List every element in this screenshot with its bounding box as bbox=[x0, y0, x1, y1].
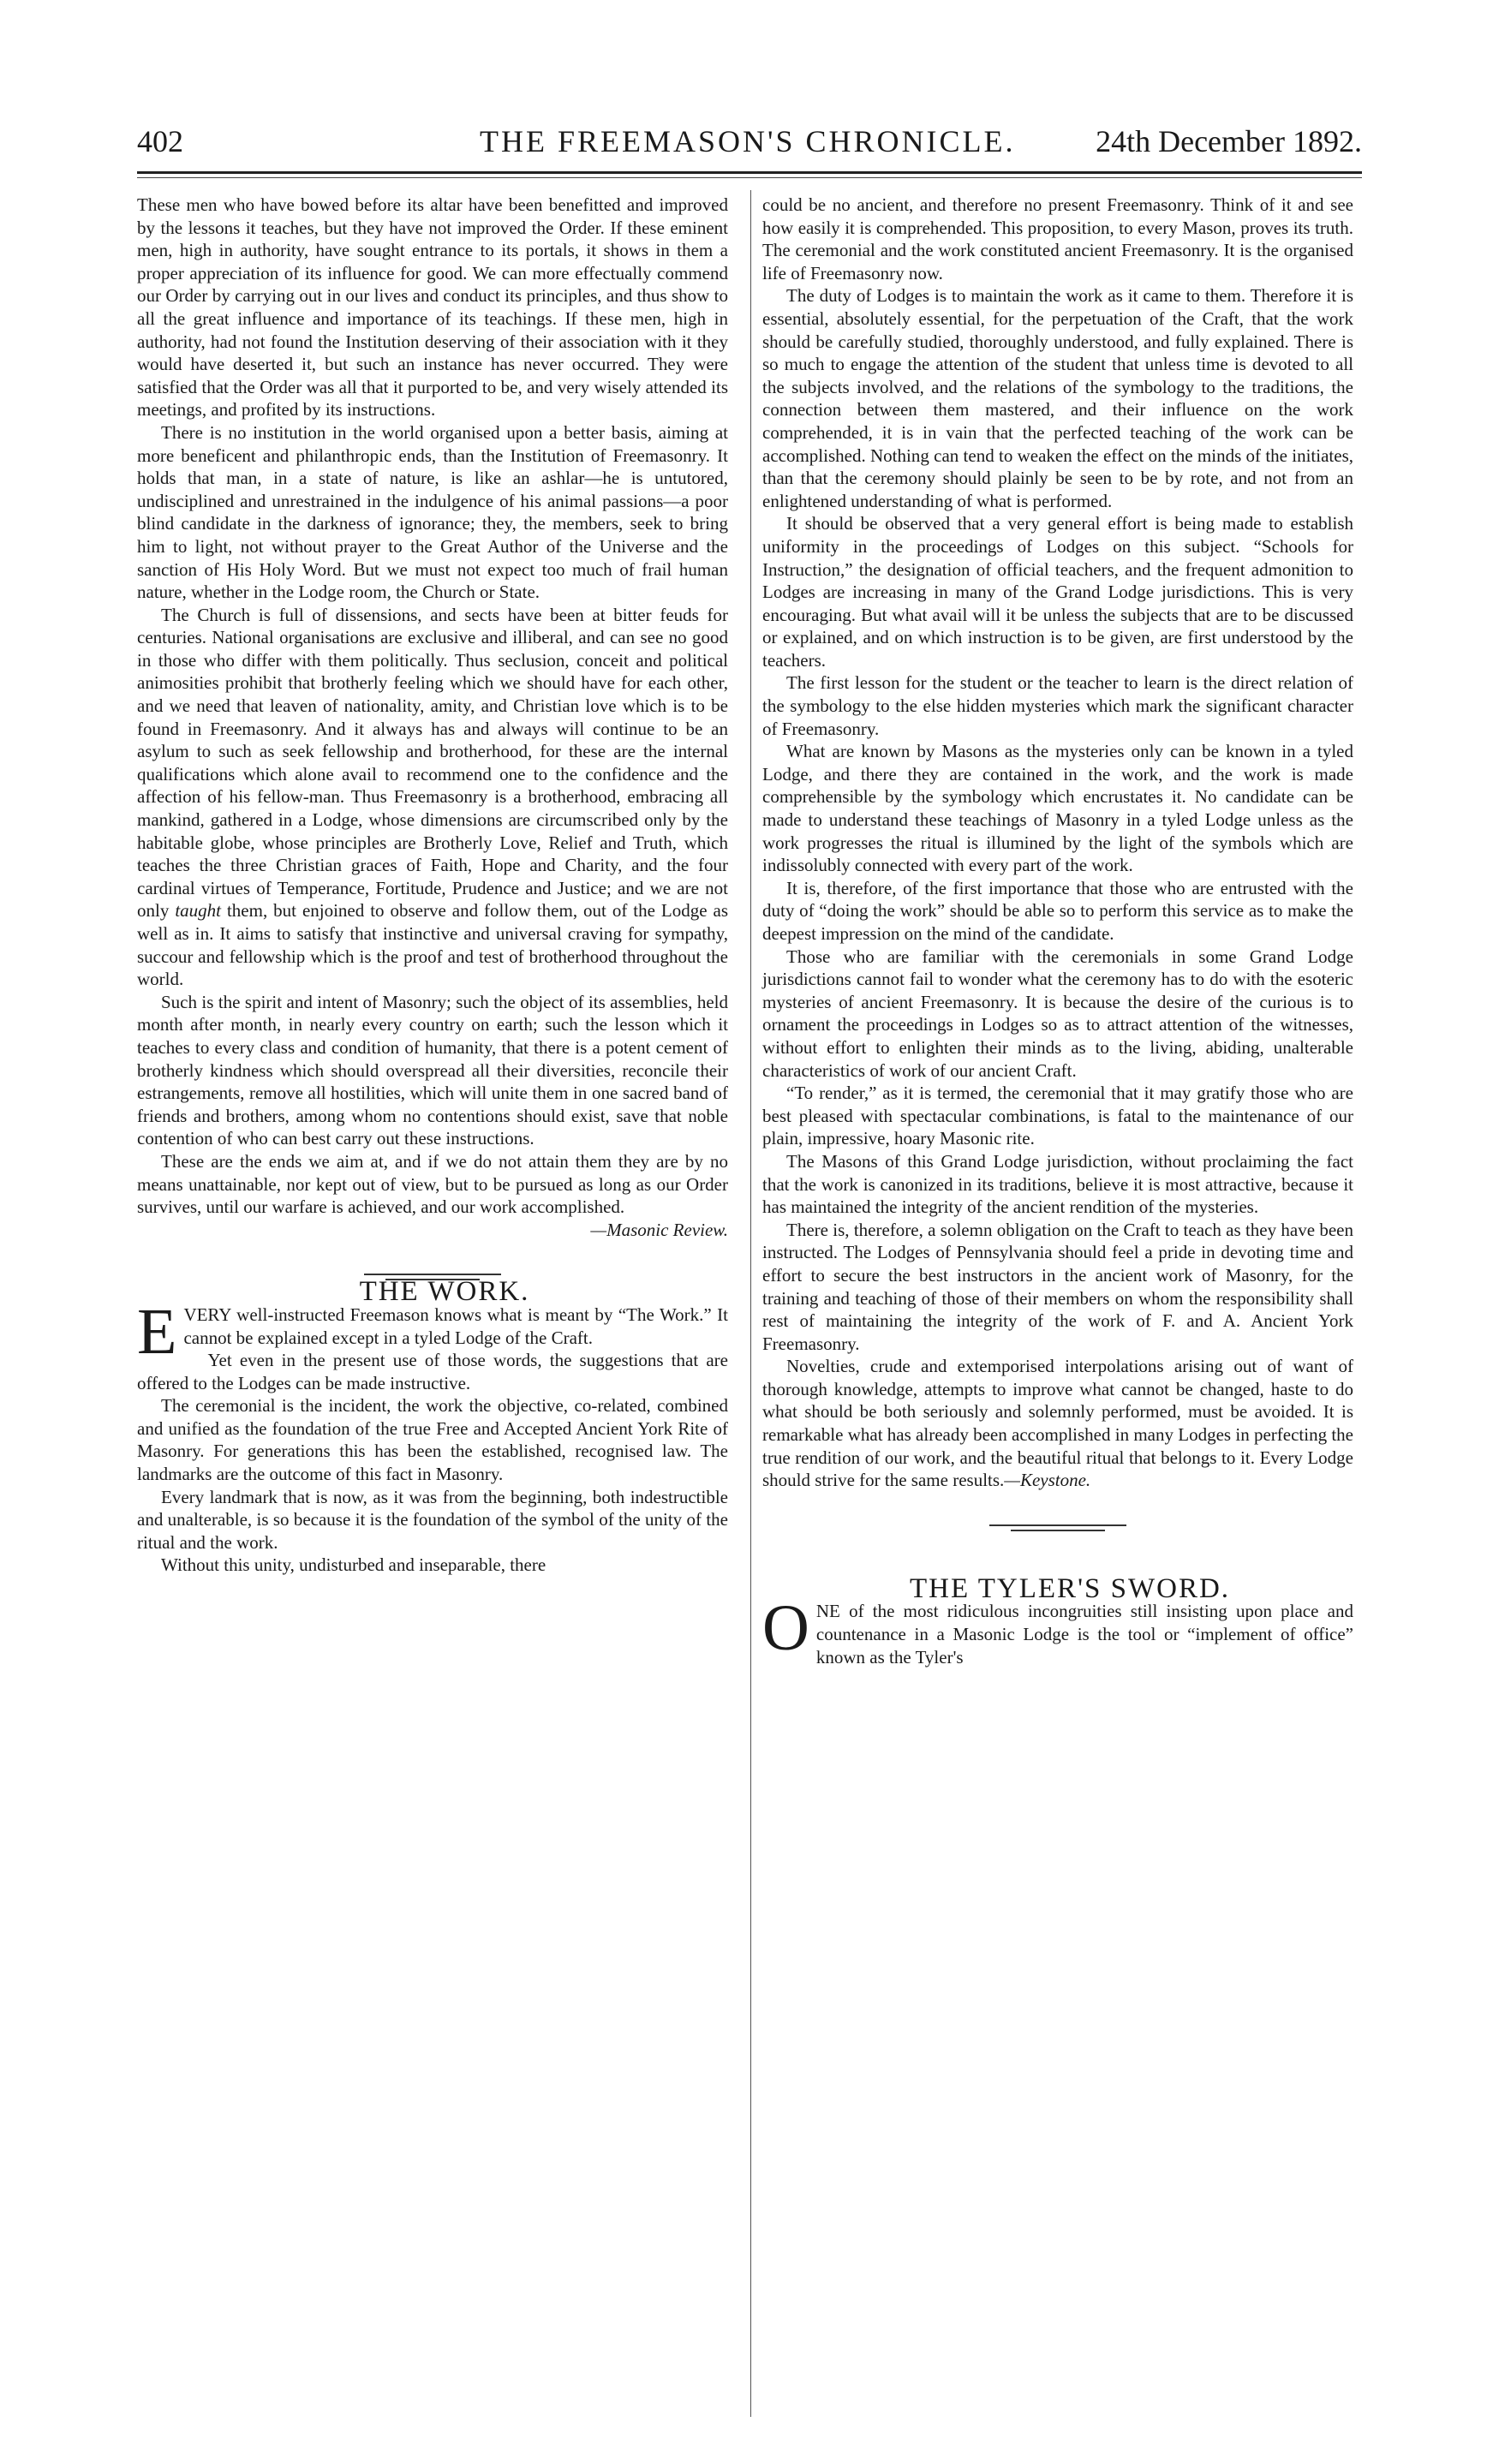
article-paragraph: It is, therefore, of the first importance that those who are entrusted with the duty of “doing the work” should be able so to perform this service as to make the deepest impression on the mind of the candidate. bbox=[762, 877, 1353, 944]
section-separator bbox=[1011, 1530, 1105, 1531]
article-paragraph: There is, therefore, a solemn obligation on the Craft to teach as they have been instructed. The Lodges of Pennsylvania should feel a pride in devoting time and effort to secure the best instructors in the ancient work of Masonry, for the training and teaching of those of their members on whom the responsibility shall rest of maintaining the integrity of the work of F. and A. Ancient York Freemasonry. bbox=[762, 1219, 1353, 1354]
article-paragraph: What are known by Masons as the mysteries only can be known in a tyled Lodge, and there they are contained in the work, and the work is made comprehensible by the symbology which encrustates it. No candidate can be made to understand these teachings of Masonry in a tyled Lodge unless as the work progresses the ritual is illumined by the light of the symbols which are indissolubly connected with every part of the work. bbox=[762, 741, 1353, 876]
article-paragraph: It should be observed that a very general effort is being made to establish uniformity in the proceedings of Lodges on this subject. “Schools for Instruction,” the designation of official teachers, and the frequent admonition to Lodges are increasing in many of the Grand Lodge jurisdictions. This is very encouraging. But what avail will it be unless the subjects that are to be discussed or explained, and on which instruction is to be given, are first understood by the teachers. bbox=[762, 513, 1353, 671]
section-separator bbox=[989, 1524, 1126, 1526]
issue-date: 24th December 1892. bbox=[1096, 124, 1362, 158]
article-paragraph: Yet even in the present use of those words, the suggestions that are offered to the Lodges can be made instructive. bbox=[137, 1350, 728, 1393]
article-paragraph: ONE of the most ridiculous incongruities still insisting upon place and countenance in a Masonic Lodge is the tool or “implement of office” known as the Tyler's bbox=[762, 1592, 1353, 1668]
article-paragraph: The Church is full of dissensions, and sects have been at bitter feuds for centuries. National organisations are exclusive and illiberal, and can see no good in those who differ with them politically. Thus seclusion, conceit and political animosities prohibit that brotherly feeling which we should have for each other, and we need that leaven of nationality, amity, and Christian love which is to be found in Freemasonry. And it always has and always will continue to be an asylum to such as seek fellowship and brotherhood, for these are the internal qualifications which alone avail to recommend one to the confidence and the affection of his fellow-man. Thus Freemasonry is a brotherhood, embracing all mankind, gathered in a Lodge, whose dimensions are circumscribed only by the habitable globe, whose principles are Brotherly Love, Relief and Truth, which teaches the three Christian graces of Faith, Hope and Charity, and the four cardinal virtues of Temperance, Fortitude, Prudence and Justice; and we are not only taught them, but enjoined to observe and follow them, out of the Lodge as well as in. It aims to satisfy that instinctive and universal craving for sympathy, succour and fellowship which is the proof and test of brotherhood throughout the world. bbox=[137, 604, 729, 990]
article-paragraph: These are the ends we aim at, and if we do not attain them they are by no means unattainable, nor kept out of view, but to be pursued as long as our Order survives, until our warfare is achieved, and our work accomplished. bbox=[137, 1150, 728, 1218]
article-paragraph: The ceremonial is the incident, the work the objective, co-related, combined and unified as the foundation of the true Free and Accepted Ancient York Rite of Masonry. For generations this has been the established, recognised law. The landmarks are the outcome of this fact in Masonry. bbox=[137, 1395, 728, 1485]
article-source: —Keystone. bbox=[1004, 1470, 1091, 1491]
section-separator bbox=[364, 1274, 501, 1275]
right-column bbox=[762, 194, 1353, 1668]
article-paragraph: The Masons of this Grand Lodge jurisdiction, without proclaiming the fact that the work is canonized in its traditions, believe it is most attractive, because it has maintained the integrity of the ancient rendition of the mysteries. bbox=[762, 1150, 1353, 1218]
article-paragraph: The duty of Lodges is to maintain the work as it came to them. Therefore it is essential, absolutely essential, for the perpetuation of the Craft, that the work should be carefully studied, thoroughly understood, and fully explained. There is so much to engage the attention of the student that unless time is devoted to all the subjects involved, and the relations of the symbology to the traditions, the connection between them mastered, and their influence on the work comprehended, it is in vain that the perfected teaching of the work can be accomplished. Nothing can tend to weaken the effect on the minds of the initiates, than that the ceremony should plainly be seen to be by rote, and not from an enlightened understanding of what is performed. bbox=[762, 285, 1353, 511]
section-title-tylers-sword: THE TYLER'S SWORD. bbox=[909, 1572, 1231, 1604]
article-paragraph: These men who have bowed before its altar have been benefitted and improved by the lessons it teaches, but they have not improved the Order. If these eminent men, high in authority, have sought entrance to its portals, it shows in them a proper appreciation of its influence for good. We can more effectually commend our Order by carrying out in our lives and conduct its principles, and thus show to all the great influence and importance of its teachings. If these men, high in authority, had not found the Institution deserving of their association with it they would have deserted it, but such an instance has never occurred. They were satisfied that the Order was all that it purported to be, and very wisely attended its meetings, and profited by its instructions. bbox=[137, 194, 728, 421]
article-paragraph: EVERY well-instructed Freemason knows what is meant by “The Work.” It cannot be explained except in a tyled Lodge of the Craft. bbox=[137, 1295, 728, 1368]
article-paragraph: Without this unity, undisturbed and inseparable, there bbox=[161, 1554, 546, 1576]
article-paragraph: Novelties, crude and extemporised interpolations arising out of want of thorough knowledge, attempts to improve what cannot be changed, haste to do what should be both seriously and solemnly performed, must be avoided. It is remarkable what has already been accomplished in many Lodges in perfecting the true rendition of our work, and the beautiful ritual that belongs to it. Every Lodge should strive for the same results.—Keystone. bbox=[762, 1356, 1353, 1491]
article-paragraph: The first lesson for the student or the teacher to learn is the direct relation of the symbology to the else hidden mysteries which mark the significant character of Freemasonry. bbox=[762, 672, 1353, 739]
drop-cap: E bbox=[137, 1295, 177, 1368]
article-paragraph: could be no ancient, and therefore no present Freemasonry. Think of it and see how easily it is comprehended. This proposition, to every Mason, proves its truth. The ceremonial and the work constituted ancient Freemasonry. It is the organised life of Freemasonry now. bbox=[762, 194, 1353, 283]
header-rule bbox=[137, 171, 1362, 174]
article-source: —Masonic Review. bbox=[590, 1219, 728, 1240]
column-divider bbox=[750, 190, 751, 2417]
page-number: 402 bbox=[137, 124, 183, 158]
masthead-title: THE FREEMASON'S CHRONICLE. bbox=[480, 124, 1016, 158]
page-header bbox=[137, 120, 1362, 163]
left-column bbox=[137, 194, 728, 1577]
article-paragraph: There is no institution in the world organised upon a better basis, aiming at more beneficent and philanthropic ends, than the Institution of Freemasonry. It holds that man, in a state of nature, is like an ashlar—he is untutored, undisciplined and unrestrained in the indulgence of his animal passions—a poor blind candidate in the darkness of ignorance; they, the members, seek to bring him to light, not without prayer to the Great Author of the Universe and the sanction of His Holy Word. But we must not expect too much of frail human nature, whether in the Lodge room, the Church or State. bbox=[137, 421, 728, 603]
article-paragraph: Such is the spirit and intent of Masonry; such the object of its assemblies, held month after month, in nearly every country on earth; such the lesson which it teaches to every class and condition of humanity, that there is a potent cement of brotherly kindness which should overspread all their diversities, reconcile their estrangements, remove all hostilities, which will unite them in one sacred band of friends and brothers, among whom no contentions should exist, save that noble contention of who can best carry out these instructions. bbox=[137, 991, 728, 1149]
drop-cap: O bbox=[762, 1592, 809, 1665]
header-rule-thin bbox=[137, 177, 1362, 178]
article-paragraph: Every landmark that is now, as it was from the beginning, both indestructible and unalterable, is so because it is the foundation of the symbol of the unity of the ritual and the work. bbox=[137, 1486, 728, 1553]
section-title-the-work: THE WORK. bbox=[359, 1276, 530, 1308]
article-paragraph: Those who are familiar with the ceremonials in some Grand Lodge jurisdictions cannot fail to wonder what the ceremony has to do with the esoteric mysteries of ancient Freemasonry. It is because the desire of the curious is to ornament the proceedings in Lodges so as to attract attention of the witnesses, without effort to enlighten their minds as to the living, abiding, unalterable characteristics of work of our ancient Craft. bbox=[762, 946, 1353, 1081]
article-paragraph: “To render,” as it is termed, the ceremonial that it may gratify those who are best pleased with spectacular combinations, is fatal to the maintenance of our plain, impressive, hoary Masonic rite. bbox=[762, 1083, 1353, 1149]
